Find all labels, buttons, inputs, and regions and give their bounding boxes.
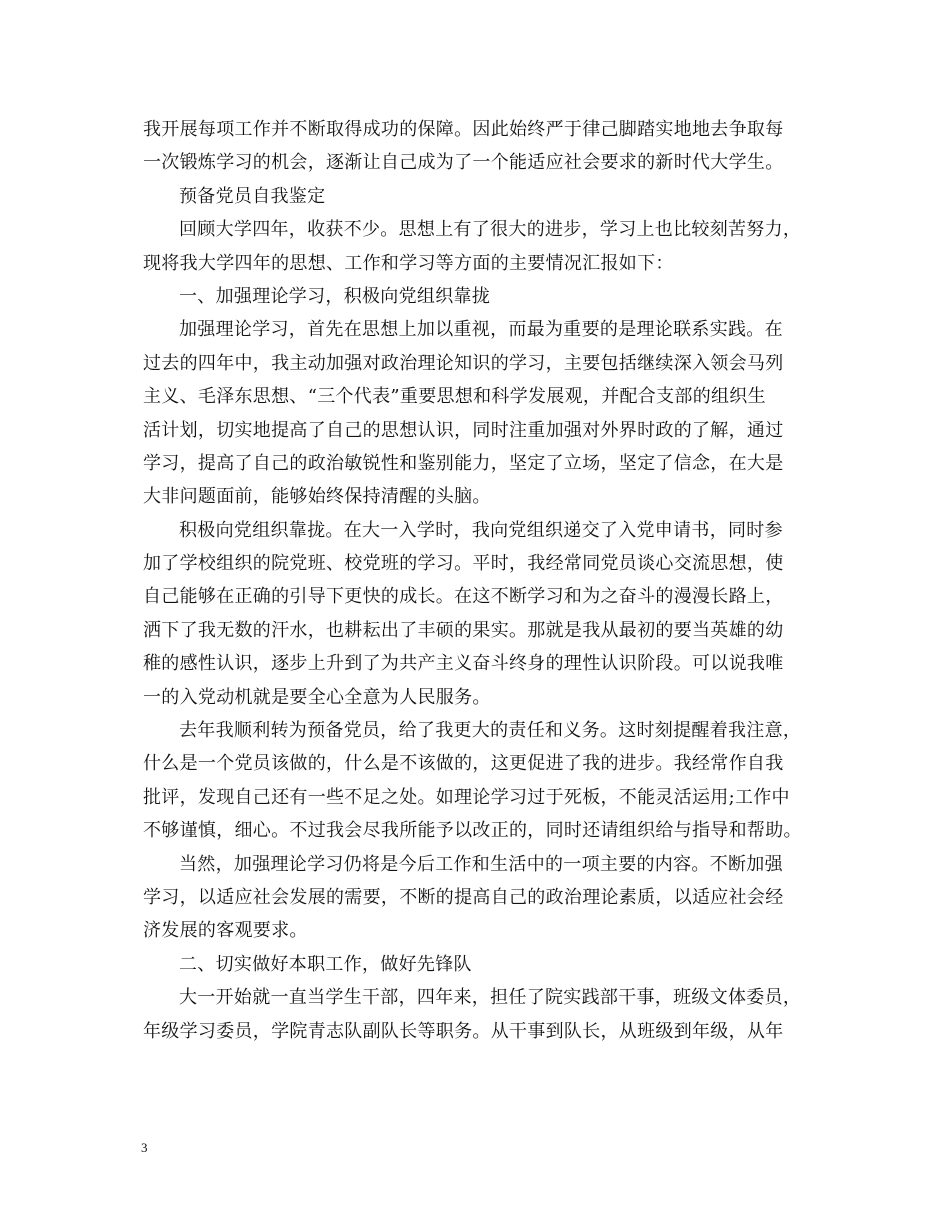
- text-line: 主义、毛泽东思想、“三个代表”重要思想和科学发展观，并配合支部的组织生: [143, 386, 766, 408]
- text-line: 活计划，切实地提高了自己的思想认识，同时注重加强对外界时政的了解，通过: [143, 419, 784, 441]
- text-line: 现将我大学四年的思想、工作和学习等方面的主要情况汇报如下：: [143, 252, 674, 274]
- text-line: 大非问题面前，能够始终保持清醒的头脑。: [143, 486, 491, 508]
- text-line: 自己能够在正确的引导下更快的成长。在这不断学习和为之奋斗的漫漫长路上，: [143, 586, 784, 608]
- text-line: 洒下了我无数的汗水，也耕耘出了丰硕的果实。那就是我从最初的要当英雄的幼: [143, 619, 784, 641]
- text-line: 稚的感性认识，逐步上升到了为共产主义奋斗终身的理性认识阶段。可以说我唯: [143, 653, 784, 675]
- text-line: 什么是一个党员该做的，什么是不该做的，这更促进了我的进步。我经常作自我: [143, 753, 784, 775]
- text-line: 我开展每项工作并不断取得成功的保障。因此始终严于律己脚踏实地地去争取每: [143, 119, 784, 140]
- text-line: 大一开始就一直当学生干部，四年来，担任了院实践部干事，班级文体委员，: [179, 987, 802, 1009]
- text-line: 一的入党动机就是要全心全意为人民服务。: [143, 686, 491, 708]
- text-line: 去年我顺利转为预备党员，给了我更大的责任和义务。这时刻提醒着我注意，: [179, 720, 802, 742]
- text-line: 积极向党组织靠拢。在大一入学时，我向党组织递交了入党申请书，同时参: [179, 519, 783, 541]
- text-line: 年级学习委员，学院青志队副队长等职务。从干事到队长，从班级到年级，从年: [143, 1020, 784, 1042]
- text-line: 二、切实做好本职工作，做好先锋队: [179, 953, 472, 975]
- text-line: 批评，发现自己还有一些不足之处。如理论学习过于死板，不能灵活运用;工作中: [143, 786, 790, 808]
- text-line: 学习，以适应社会发展的需要，不断的提高自己的政治理论素质，以适应社会经: [143, 886, 784, 908]
- page-number: 3: [141, 1140, 148, 1155]
- text-line: 当然，加强理论学习仍将是今后工作和生活中的一项主要的内容。不断加强: [179, 853, 783, 875]
- text-line: 加强理论学习，首先在思想上加以重视，而最为重要的是理论联系实践。在: [179, 319, 783, 341]
- text-line: 一、加强理论学习，积极向党组织靠拢: [179, 285, 491, 307]
- text-line: 回顾大学四年，收获不少。思想上有了很大的进步，学习上也比较刻苦努力，: [179, 219, 802, 241]
- text-line: 济发展的客观要求。: [143, 920, 308, 942]
- text-line: 学习，提高了自己的政治敏锐性和鉴别能力，坚定了立场，坚定了信念，在大是: [143, 452, 784, 474]
- text-line: 过去的四年中，我主动加强对政治理论知识的学习，主要包括继续深入领会马列: [143, 352, 784, 374]
- text-line: 预备党员自我鉴定: [179, 185, 326, 207]
- text-line: 一次锻炼学习的机会，逐渐让自己成为了一个能适应社会要求的新时代大学生。: [143, 152, 784, 174]
- text-line: 不够谨慎，细心。不过我会尽我所能予以改正的，同时还请组织给与指导和帮助。: [143, 820, 802, 842]
- document-body: [143, 113, 823, 1048]
- text-line: 加了学校组织的院党班、校党班的学习。平时，我经常同党员谈心交流思想，使: [143, 553, 784, 575]
